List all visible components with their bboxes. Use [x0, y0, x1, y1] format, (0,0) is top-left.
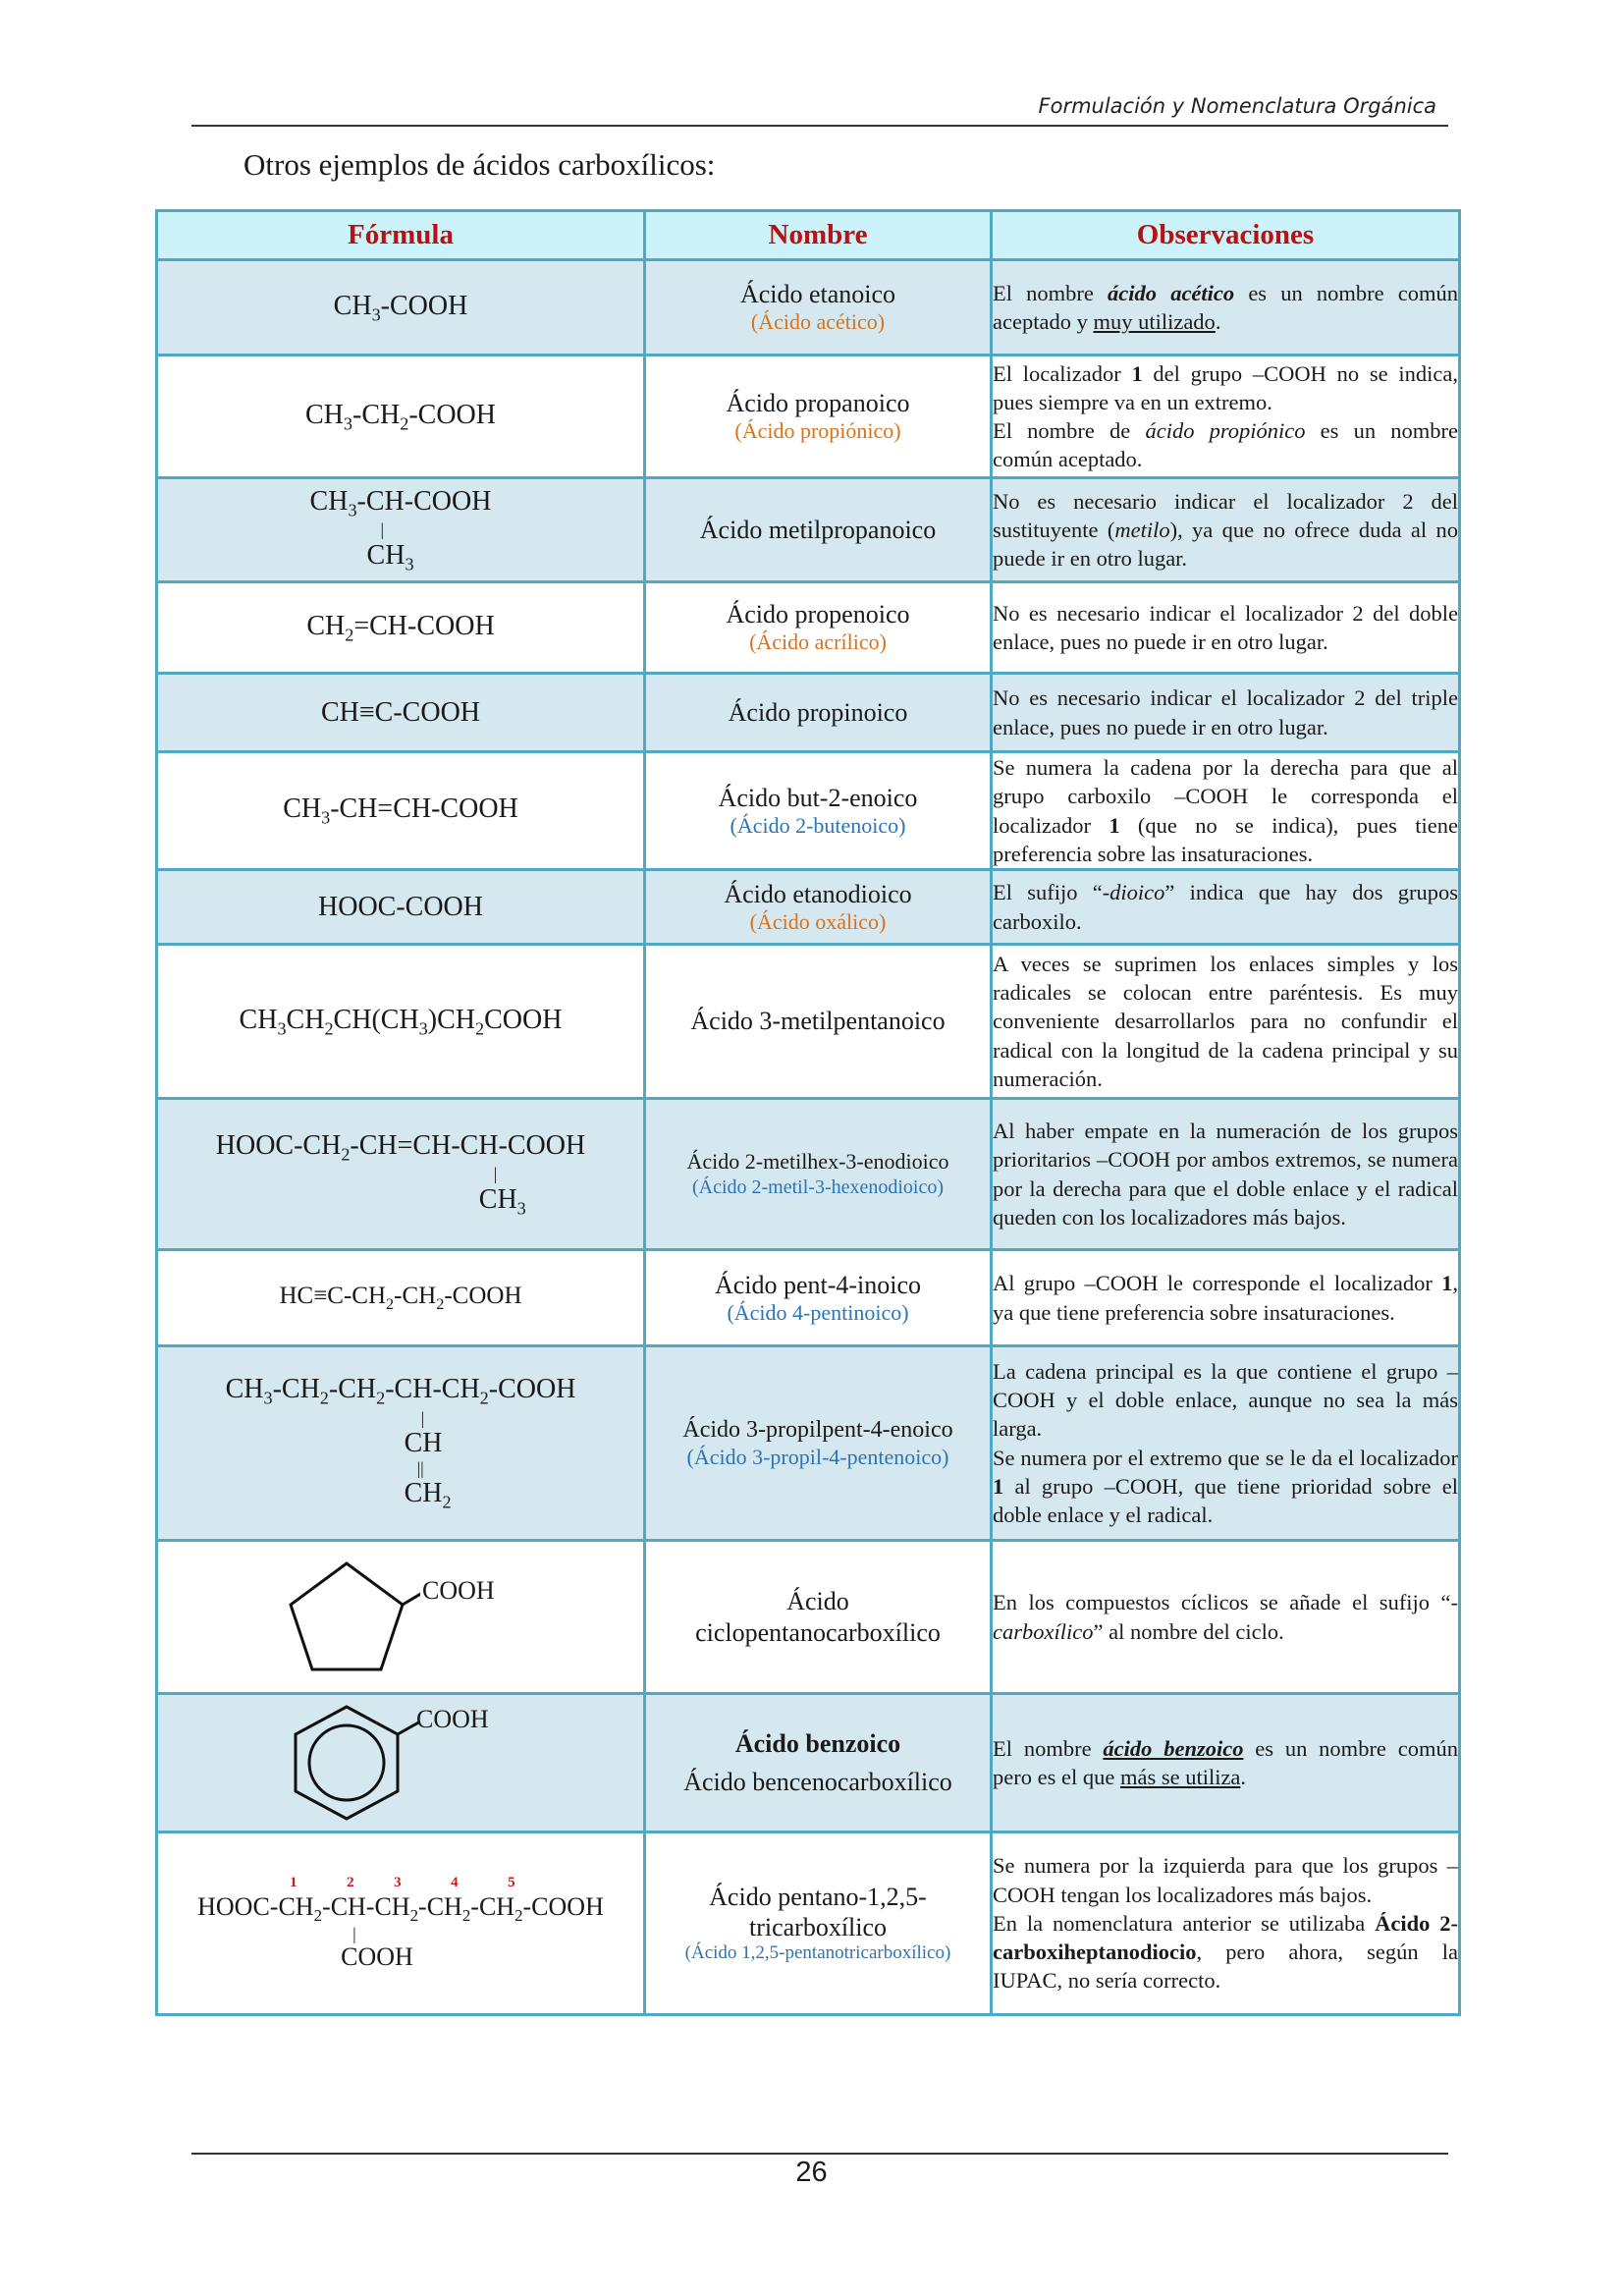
- carboxylic-acids-table: [155, 209, 1461, 2016]
- name-cell: Ácido 2-metilhex-3-enodioico (Ácido 2-metil-3-hexenodioico): [645, 1099, 992, 1250]
- formula-cell: CH≡C-COOH: [157, 674, 645, 752]
- table-row: [157, 478, 1460, 582]
- name-cell: Ácido ciclopentanocarboxílico: [645, 1541, 992, 1694]
- formula-cell: $CH_3-CH_2$-COOH: [157, 355, 645, 478]
- name-cell: Ácido benzoico Ácido bencenocarboxílico: [645, 1694, 992, 1832]
- section-intro: Otros ejemplos de ácidos carboxílicos:: [243, 147, 716, 182]
- header-nombre: Nombre: [645, 211, 992, 260]
- formula-cell: [157, 1694, 645, 1832]
- table-row: [157, 870, 1460, 945]
- observation-cell: Se numera por la izquierda para que los grupos –COOH tengan los localizadores más bajos. En la nomenclatura anterior se utilizaba Ácido 2-carboxiheptanodiocio, pero ahora, según la IUPAC, no sería correcto.: [992, 1832, 1460, 2015]
- observation-cell: No es necesario indicar el localizador 2 del doble enlace, pues no puede ir en otro lugar.: [992, 582, 1460, 674]
- cooh-label: COOH: [422, 1575, 495, 1605]
- name-cell: Ácido 3-propilpent-4-enoico (Ácido 3-propil-4-pentenoico): [645, 1346, 992, 1541]
- formula-cell: [157, 1541, 645, 1694]
- observation-cell: El nombre ácido acético es un nombre común aceptado y muy utilizado.: [992, 260, 1460, 355]
- table-row: [157, 355, 1460, 478]
- observation-cell: El localizador 1 del grupo –COOH no se indica, pues siempre va en un extremo. El nombre de ácido propiónico es un nombre común aceptado.: [992, 355, 1460, 478]
- table-row: [157, 1541, 1460, 1694]
- table-row: [157, 260, 1460, 355]
- formula-cell: $CH_3CH_2CH(CH_3)CH_2COOH$: [157, 945, 645, 1099]
- cooh-label: COOH: [416, 1704, 489, 1733]
- table-row: [157, 752, 1460, 870]
- formula-cell: HOOC-COOH: [157, 870, 645, 945]
- name-cell: Ácido pentano-1,2,5-tricarboxílico (Ácido 1,2,5-pentanotricarboxílico): [645, 1832, 992, 2015]
- formula-cell: $CH_3-CH$-COOH | $CH_3$: [157, 478, 645, 582]
- table-row: [157, 1099, 1460, 1250]
- observation-cell: El sufijo “-dioico” indica que hay dos grupos carboxilo.: [992, 870, 1460, 945]
- table-row: [157, 582, 1460, 674]
- formula-cell: HOOC-$CH_2-CH=CH-CH$-COOH | $CH_3$: [157, 1099, 645, 1250]
- page-number: 26: [795, 2157, 828, 2188]
- table-row: [157, 945, 1460, 1099]
- observation-cell: El nombre ácido benzoico es un nombre común pero es el que más se utiliza.: [992, 1694, 1460, 1832]
- formula-cell: 1 2 3 4 5 HOOC-$CH_2-CH-CH_2-CH_2-CH_2$-COOH | COOH: [157, 1832, 645, 2015]
- table-row: [157, 1346, 1460, 1541]
- observation-cell: A veces se suprimen los enlaces simples y los radicales se colocan entre paréntesis. Es muy conveniente desarrollarlos para no confundir el radical con la longitud de la cadena principal y su numeración.: [992, 945, 1460, 1099]
- observation-cell: En los compuestos cíclicos se añade el sufijo “-carboxílico” al nombre del ciclo.: [992, 1541, 1460, 1694]
- header-formula: Fórmula: [157, 211, 645, 260]
- table-row: [157, 1832, 1460, 2015]
- name-cell: Ácido propenoico (Ácido acrílico): [645, 582, 992, 674]
- table-row: [157, 1694, 1460, 1832]
- running-header: Formulación y Nomenclatura Orgánica: [1038, 94, 1436, 118]
- name-cell: Ácido 3-metilpentanoico: [645, 945, 992, 1099]
- name-cell: Ácido etanodioico (Ácido oxálico): [645, 870, 992, 945]
- formula-cell: $HC\equiv C-CH_2-CH_2$-COOH: [157, 1250, 645, 1346]
- formula-cell: $CH_3$-COOH: [157, 260, 645, 355]
- observation-cell: No es necesario indicar el localizador 2 del triple enlace, pues no puede ir en otro lugar.: [992, 674, 1460, 752]
- table-row: [157, 1250, 1460, 1346]
- footer-rule: [191, 2153, 1448, 2155]
- observation-cell: Al grupo –COOH le corresponde el localizador 1, ya que tiene preferencia sobre insaturaciones.: [992, 1250, 1460, 1346]
- observation-cell: No es necesario indicar el localizador 2 del sustituyente (metilo), ya que no ofrece duda al no puede ir en otro lugar.: [992, 478, 1460, 582]
- name-cell: Ácido etanoico (Ácido acético): [645, 260, 992, 355]
- name-cell: Ácido propanoico (Ácido propiónico): [645, 355, 992, 478]
- cyclopentane-ring-icon: [273, 1554, 420, 1681]
- header-observaciones: Observaciones: [992, 211, 1460, 260]
- name-cell: Ácido pent-4-inoico (Ácido 4-pentinoico): [645, 1250, 992, 1346]
- formula-cell: $CH_2=CH$-COOH: [157, 582, 645, 674]
- observation-cell: Se numera la cadena por la derecha para que al grupo carboxilo –COOH le corresponda el localizador 1 (que no se indica), pues tiene preferencia sobre las insaturaciones.: [992, 752, 1460, 870]
- observation-cell: La cadena principal es la que contiene el grupo –COOH y el doble enlace, aunque no sea la más larga. Se numera por el extremo que se le da el localizador 1 al grupo –COOH, que tiene prioridad sobre el doble enlace y el radical.: [992, 1346, 1460, 1541]
- benzene-ring-icon: [283, 1702, 420, 1825]
- formula-cell: $CH_3-CH=CH$-COOH: [157, 752, 645, 870]
- observation-cell: Al haber empate en la numeración de los grupos prioritarios –COOH por ambos extremos, se numera por la derecha para que el doble enlace y el radical queden con los localizadores más bajos.: [992, 1099, 1460, 1250]
- name-cell: Ácido but-2-enoico (Ácido 2-butenoico): [645, 752, 992, 870]
- name-cell: Ácido propinoico: [645, 674, 992, 752]
- name-cell: Ácido metilpropanoico: [645, 478, 992, 582]
- formula-cell: $CH_3-CH_2-CH_2-CH-CH_2$-COOH | CH || $CH_2$: [157, 1346, 645, 1541]
- table-row: [157, 674, 1460, 752]
- header-rule: [191, 125, 1448, 127]
- table-header-row: [157, 211, 1460, 260]
